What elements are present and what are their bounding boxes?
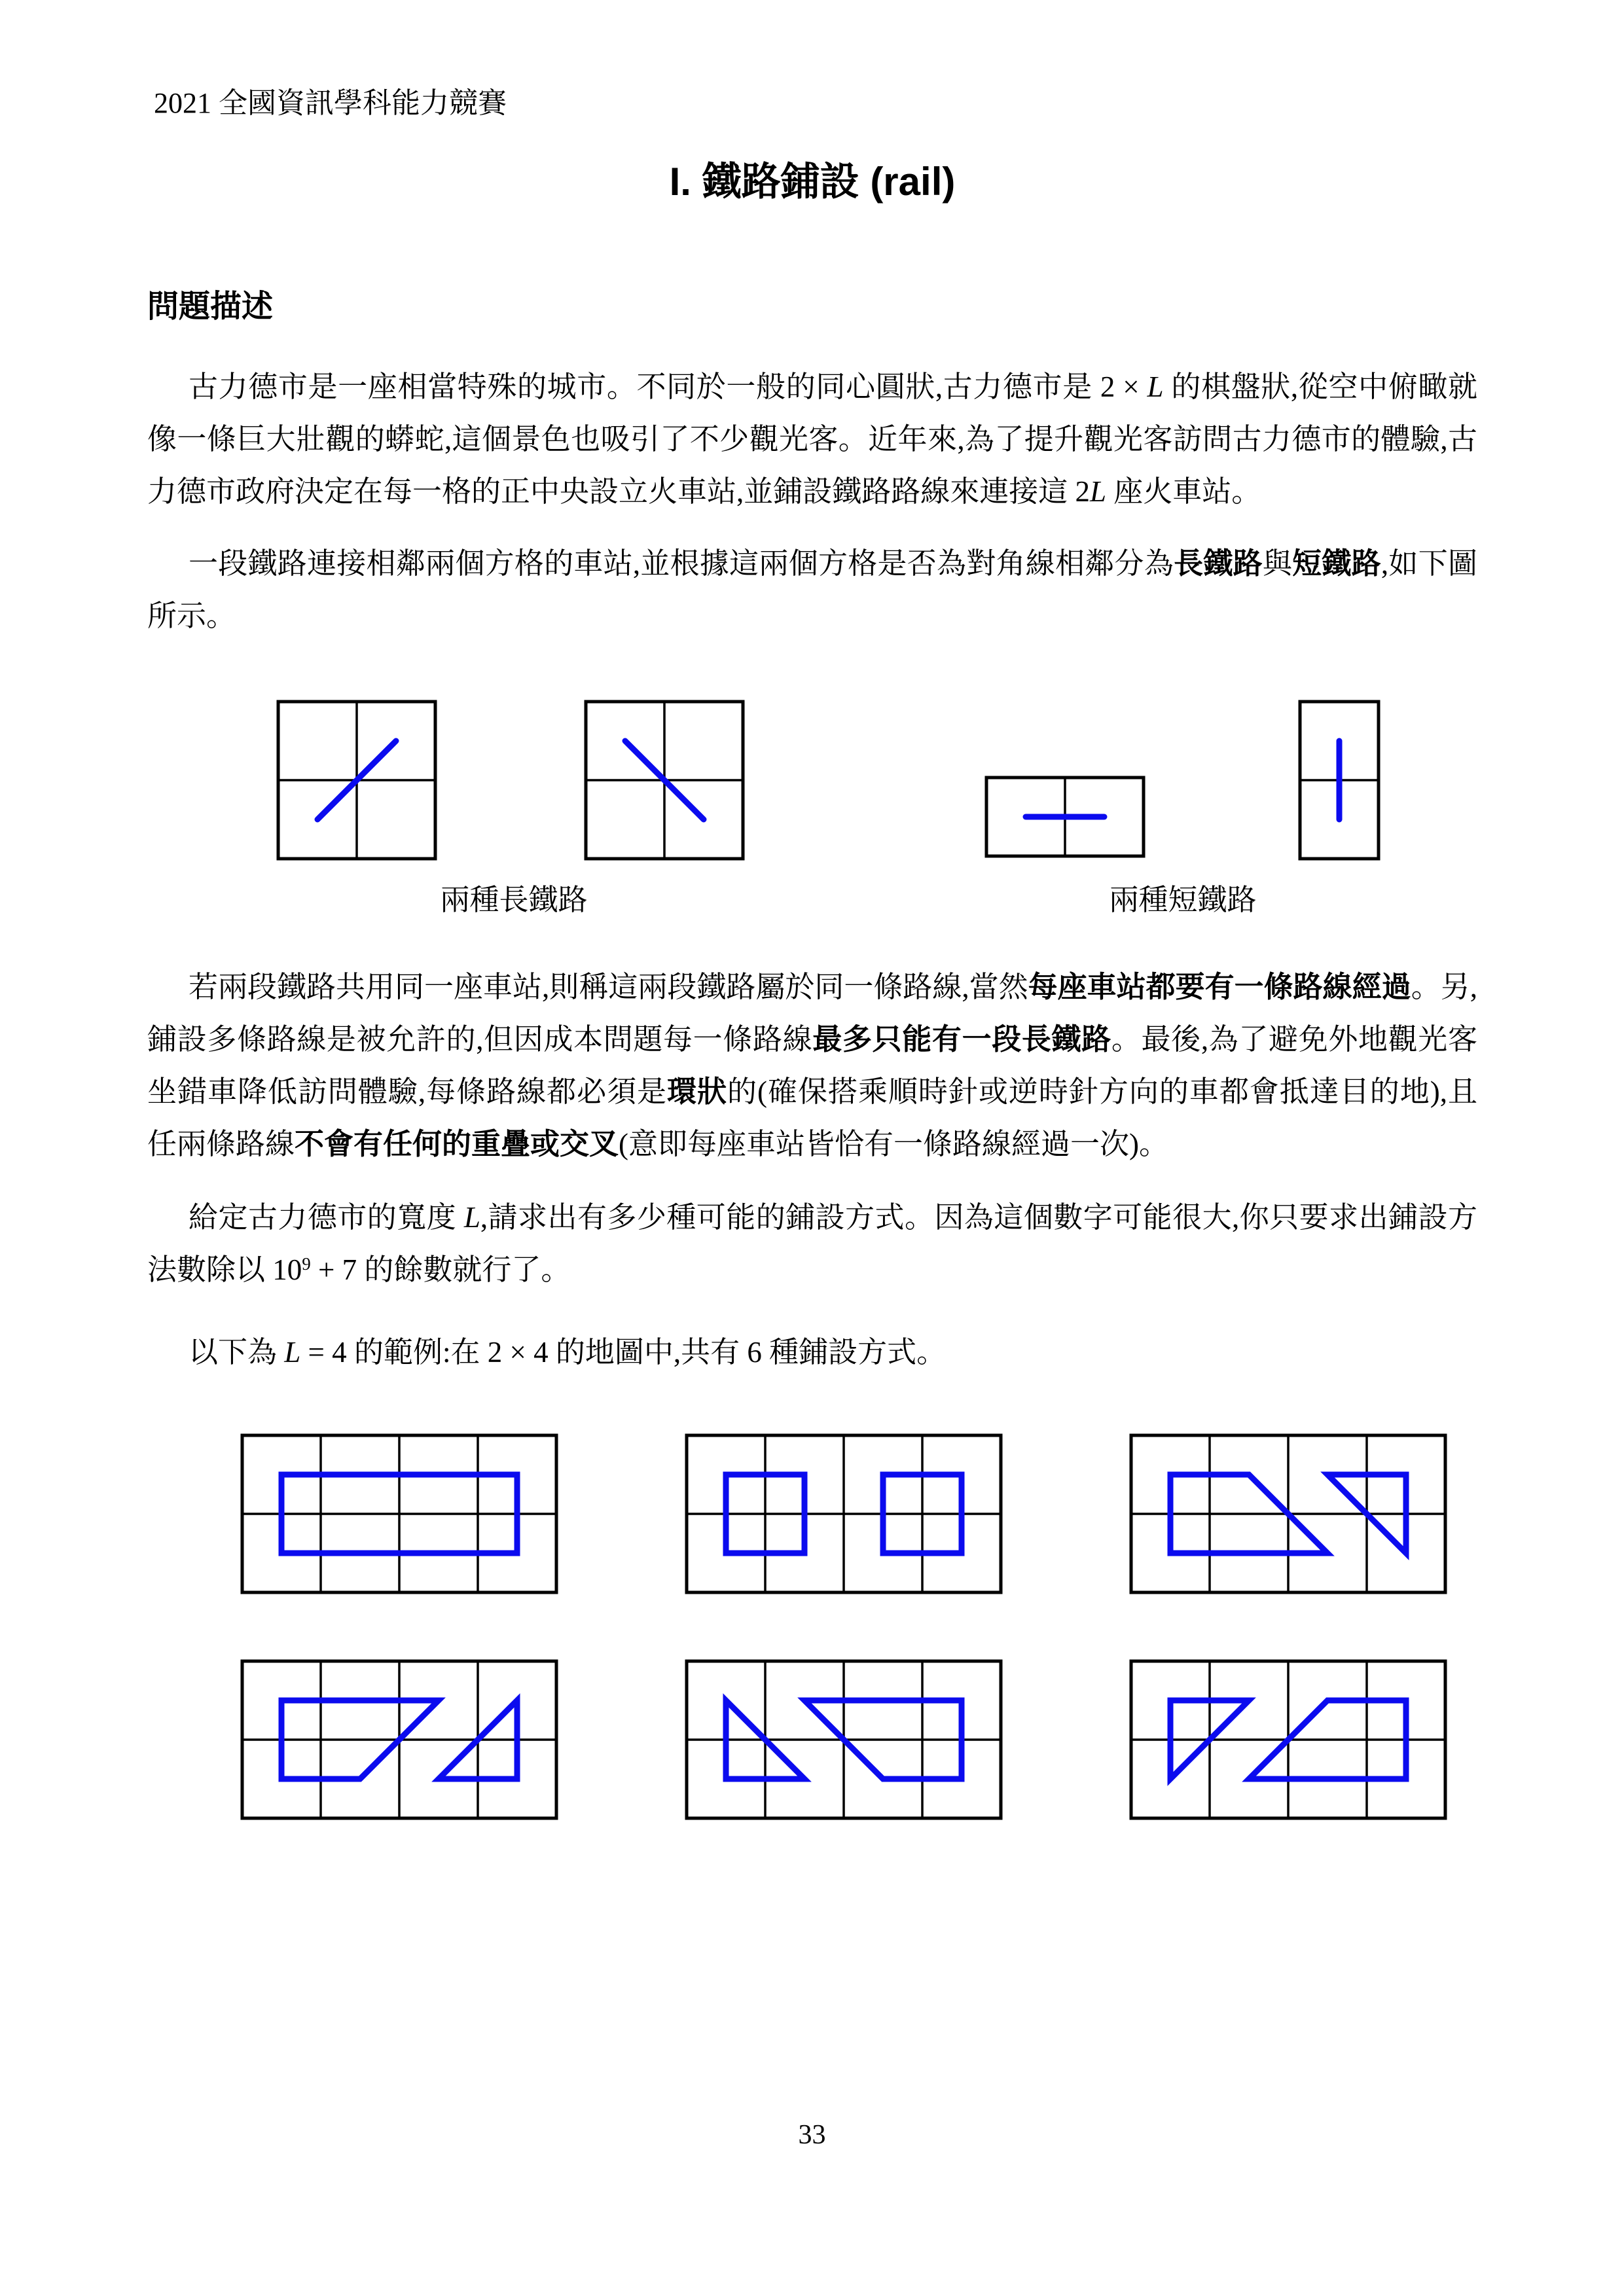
text-segment: 。最後,為了避免外地觀光客坐錯車降低訪問體驗,每條路線都必須是 <box>147 1023 1477 1108</box>
grid-diagram-svg <box>238 1431 560 1596</box>
text-segment: 10 <box>272 1253 302 1286</box>
short-rail-vertical-diagram <box>1296 698 1382 863</box>
example-layout-4-diagram <box>238 1657 560 1822</box>
example-layout-6-diagram <box>1127 1657 1449 1822</box>
text-segment: 9 <box>302 1254 311 1274</box>
grid-diagram-svg <box>683 1431 1005 1596</box>
text-segment: 若兩段鐵路共用同一座車站,則稱這兩段鐵路屬於同一條路線,當然 <box>189 971 1028 1003</box>
example-layout-1-diagram <box>238 1431 560 1596</box>
text-segment: 的餘數就行了。 <box>357 1253 571 1286</box>
grid-diagram-svg <box>1127 1431 1449 1596</box>
text-segment: 的範例:在 <box>346 1336 488 1369</box>
six-layouts-examples-figure <box>147 1431 1477 1822</box>
page-content <box>147 0 1477 1822</box>
grid-diagram-svg <box>1127 1657 1449 1822</box>
grid-diagram-svg <box>683 1657 1005 1822</box>
text-segment: L <box>1090 475 1107 508</box>
example-layout-2-diagram <box>683 1431 1005 1596</box>
rail-types-figure <box>147 698 1477 921</box>
text-segment: 2 × <box>1100 370 1147 403</box>
example-layout-3-diagram <box>1127 1431 1449 1596</box>
text-segment: 短鐵路 <box>1292 547 1381 580</box>
text-segment: 環狀 <box>667 1075 728 1108</box>
grid-diagram-svg <box>983 774 1147 860</box>
text-segment: 2 <box>1075 475 1091 508</box>
text-segment: 的(確保搭乘順時針或逆時針方向的車都會抵達目的地),且任兩條路線 <box>147 1075 1477 1160</box>
paragraph-city-intro <box>147 361 1477 518</box>
grid-diagram-svg <box>274 698 439 863</box>
text-segment: 不會有任何的重疊或交叉 <box>295 1128 619 1160</box>
text-segment: 的棋盤狀,從空中俯瞰就像一條巨大壯觀的蟒蛇,這個景色也吸引了不少觀光客。近年來,為了提升觀光客訪問古力德市的體驗,古力德市政府決定在每一格的正中央設立火車站,並鋪設鐵路路線來連接這 <box>147 370 1477 508</box>
text-segment: + 7 <box>310 1253 357 1286</box>
text-segment: L <box>1147 370 1164 403</box>
text-segment: 2 × 4 <box>487 1336 549 1369</box>
text-segment: 的地圖中,共有 <box>548 1336 748 1369</box>
text-segment: L <box>463 1201 480 1234</box>
paragraph-rail-definition <box>147 537 1477 642</box>
page-number: 33 <box>798 2120 826 2150</box>
contest-header: 2021 全國資訊學科能力競賽 <box>154 87 507 119</box>
text-segment: (意即每座車站皆恰有一條路線經過一次)。 <box>619 1128 1169 1160</box>
long-rails-caption: 兩種長鐵路 <box>440 884 588 916</box>
text-segment: 6 <box>747 1336 762 1369</box>
paragraph-task-statement <box>147 1191 1477 1300</box>
short-rail-horizontal-diagram <box>983 774 1147 860</box>
text-segment: 以下為 <box>189 1336 285 1369</box>
example-layout-5-diagram <box>683 1657 1005 1822</box>
text-segment: 。另,鋪設多條路線是被允許的,但因成本問題每一條路線 <box>147 971 1477 1056</box>
text-segment: 每座車站都要有一條路線經過 <box>1028 971 1411 1003</box>
text-segment: 種鋪設方式。 <box>761 1336 947 1369</box>
text-segment: = 4 <box>300 1336 347 1369</box>
long-rail-diagonal-up-diagram <box>274 698 439 863</box>
text-segment: 與 <box>1262 547 1293 580</box>
problem-title: I. 鐵路鋪設 (rail) <box>669 160 956 204</box>
short-rails-caption: 兩種短鐵路 <box>1109 884 1257 916</box>
section-heading-problem-description: 問題描述 <box>147 289 274 324</box>
long-rail-diagonal-down-diagram <box>582 698 747 863</box>
grid-diagram-svg <box>1296 698 1382 863</box>
grid-diagram-svg <box>238 1657 560 1822</box>
text-segment: 古力德市是一座相當特殊的城市。不同於一般的同心圓狀,古力德市是 <box>189 370 1100 403</box>
grid-diagram-svg <box>582 698 747 863</box>
text-segment: ,如下圖所示。 <box>147 547 1477 632</box>
text-segment: 座火車站。 <box>1106 475 1261 508</box>
paragraph-route-rules <box>147 961 1477 1170</box>
text-segment: 最多只能有一段長鐵路 <box>812 1023 1111 1056</box>
text-segment: 長鐵路 <box>1174 547 1263 580</box>
text-segment: ,請求出有多少種可能的鋪設方式。因為這個數字可能很大,你只要求出鋪設方法數除以 <box>147 1201 1477 1286</box>
text-segment: 給定古力德市的寬度 <box>189 1201 464 1234</box>
text-segment: 一段鐵路連接相鄰兩個方格的車站,並根據這兩個方格是否為對角線相鄰分為 <box>189 547 1174 580</box>
text-segment: L <box>284 1336 301 1369</box>
paragraph-example-intro <box>147 1326 1477 1378</box>
